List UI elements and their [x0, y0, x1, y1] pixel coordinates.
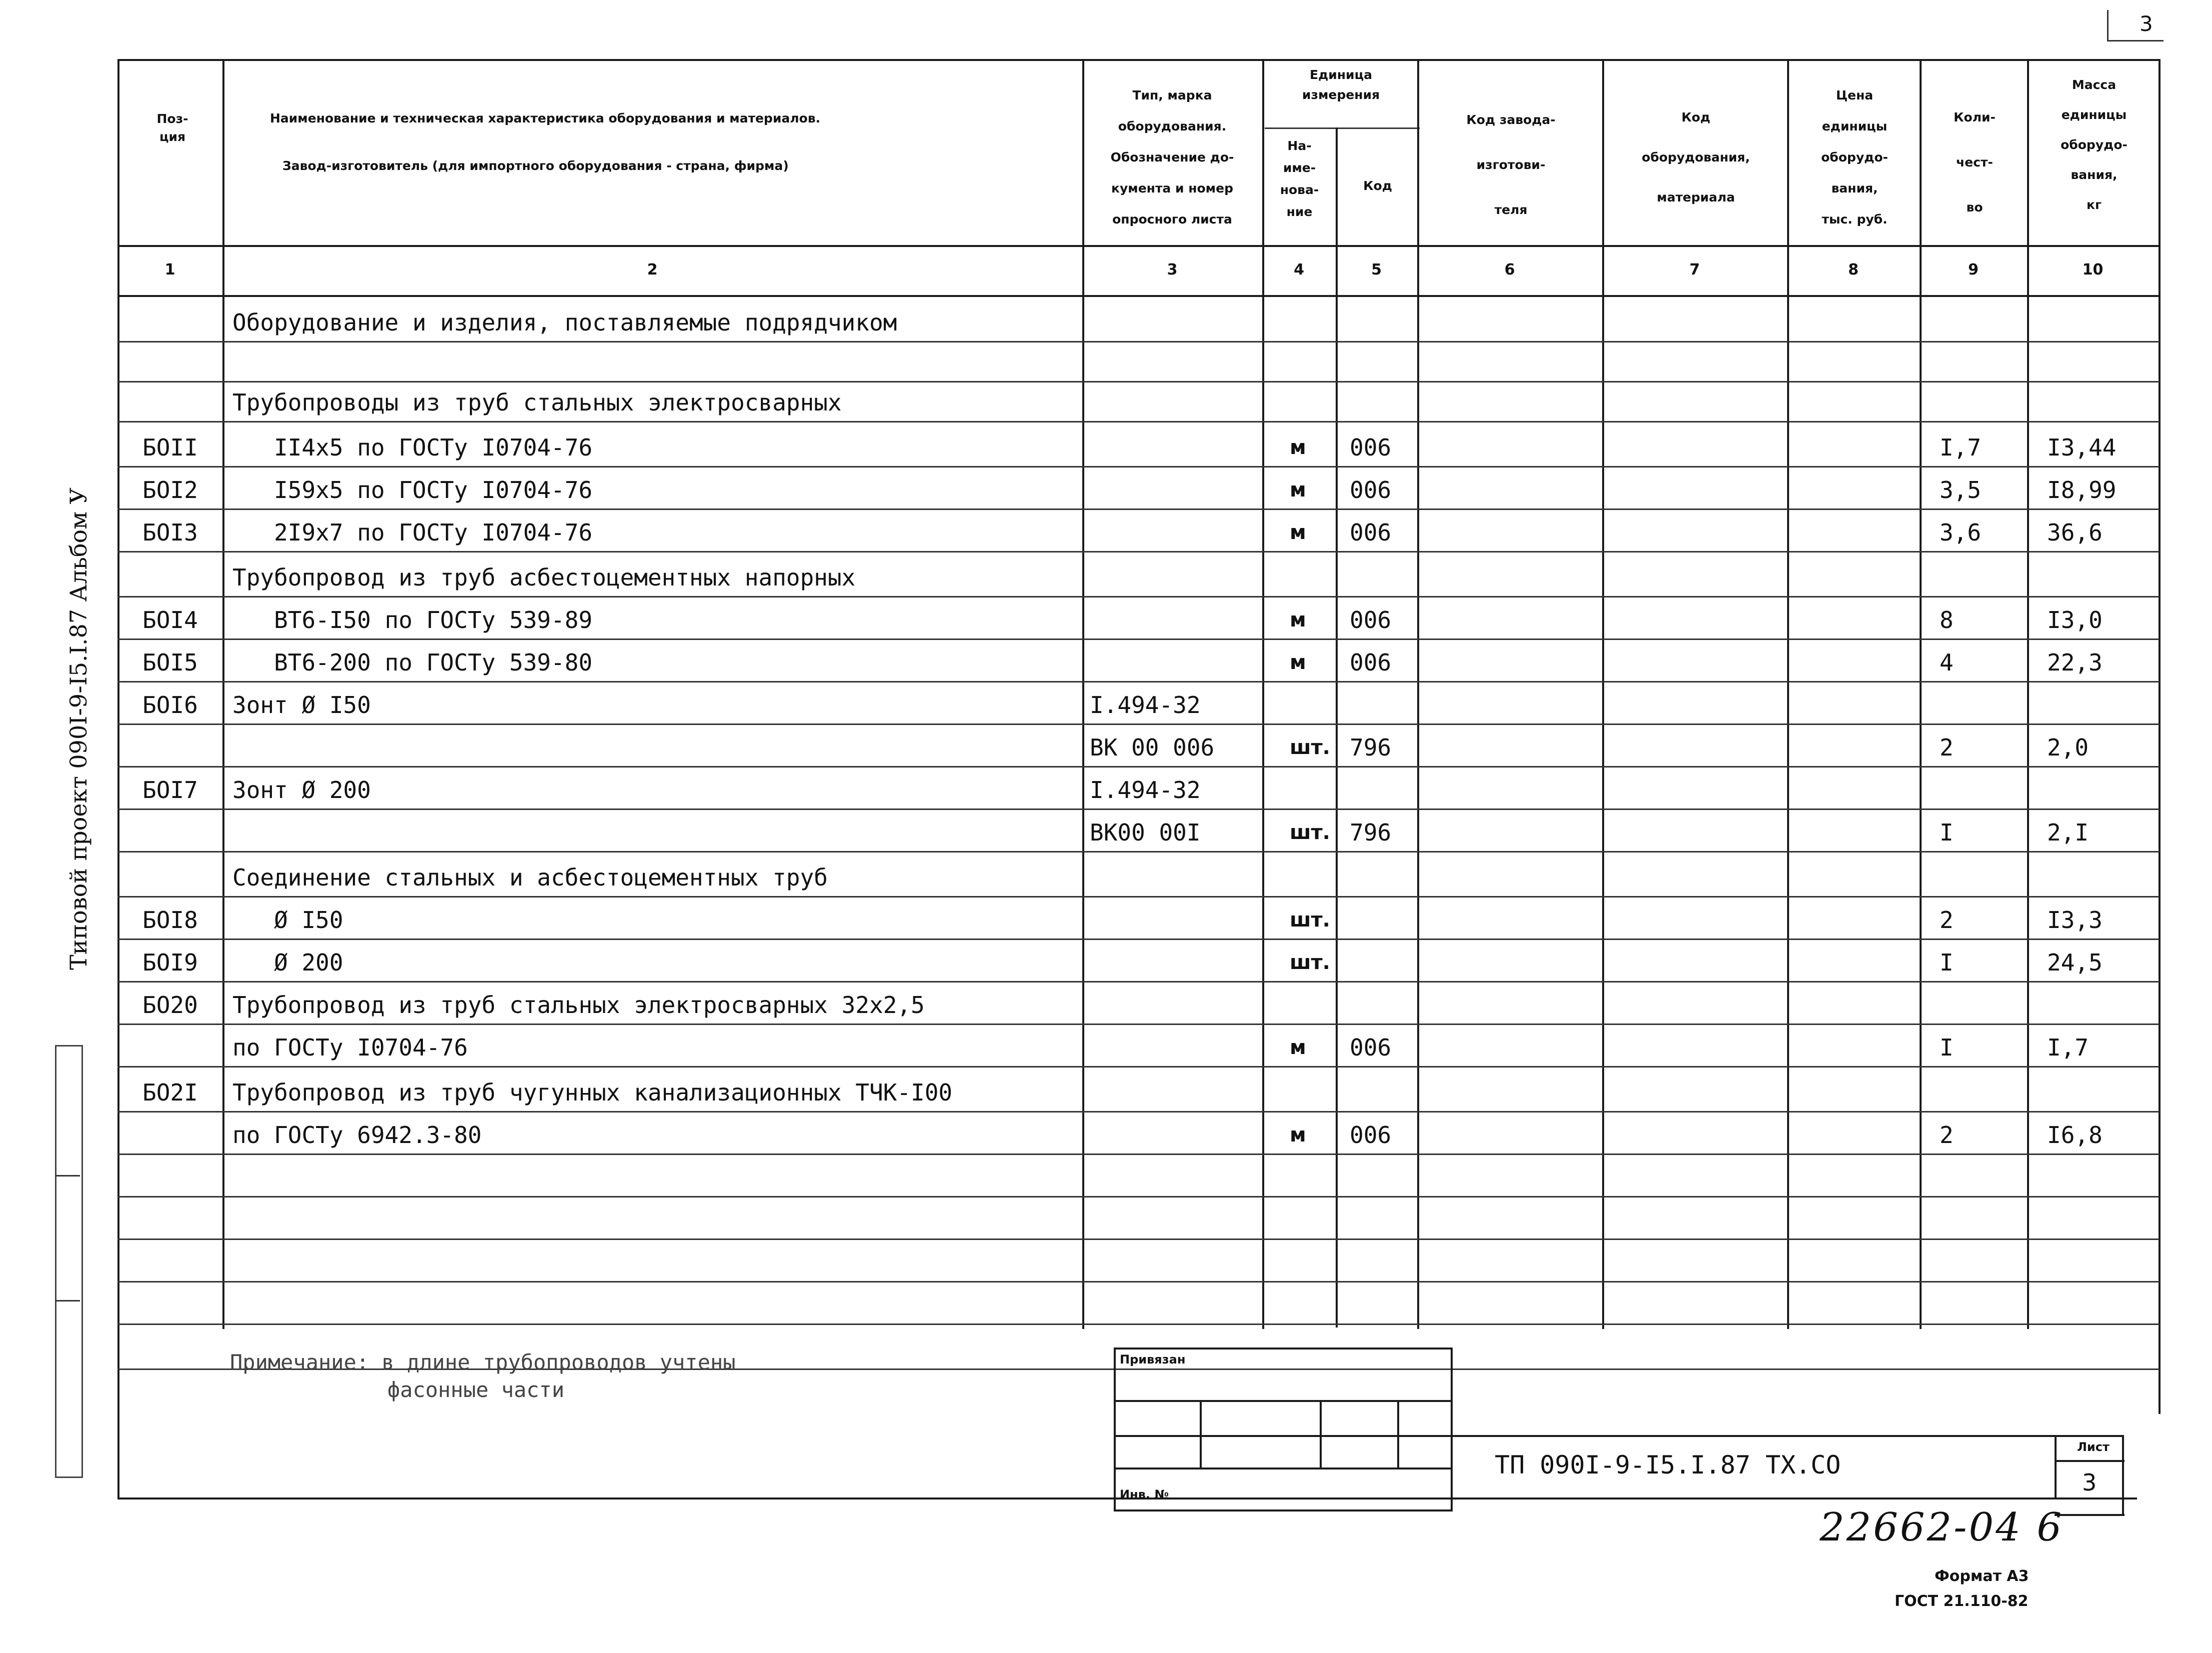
- cell-name: Зонт Ø 200: [232, 776, 371, 804]
- cell-unit: м: [1290, 651, 1306, 674]
- note-line1: Примечание: в длине трубопроводов учтены: [230, 1350, 736, 1374]
- cell-type: ВК00 00I: [1090, 819, 1201, 846]
- title-h1: [2055, 1460, 2125, 1462]
- cell-quantity: I,7: [1940, 434, 1982, 461]
- row-line: [117, 1281, 2160, 1282]
- col9-head-line: Коли-: [1954, 110, 1996, 124]
- cell-name: Трубопровод из труб асбестоцементных напорных: [232, 564, 856, 591]
- row-line: [117, 1196, 2160, 1198]
- cell-code: 006: [1350, 606, 1392, 634]
- row-line: [117, 681, 2160, 682]
- cell-name: Трубопроводы из труб стальных электросварных: [232, 389, 842, 416]
- cell-mass: 2,0: [2047, 734, 2089, 761]
- colnum-divider: [117, 295, 2160, 297]
- row-line: [117, 938, 2160, 940]
- cell-type: I.494-32: [1090, 776, 1201, 804]
- corner-sheet-box: [2107, 10, 2164, 42]
- cell-name: Оборудование и изделия, поставляемые подрядчиком: [232, 309, 897, 336]
- cell-unit: м: [1290, 608, 1306, 632]
- cell-position: БОI2: [142, 476, 198, 504]
- attached-div1: [1114, 1400, 1451, 1402]
- row-line: [117, 1066, 2160, 1068]
- cell-code: 006: [1350, 519, 1392, 546]
- cell-position: БОI6: [142, 692, 198, 718]
- cell-name: ВТ6-I50 по ГОСТу 539-89: [232, 606, 593, 634]
- title-h2: [2055, 1514, 2125, 1516]
- row-line: [117, 808, 2160, 810]
- col-line-9: [2027, 59, 2029, 1329]
- cell-code: 006: [1350, 649, 1392, 676]
- cell-mass: I3,44: [2047, 434, 2117, 461]
- col-line-8: [1920, 59, 1922, 1329]
- cell-position: БОI5: [142, 649, 198, 676]
- cell-mass: I3,0: [2047, 606, 2103, 634]
- col8-head-line: оборудо-: [1821, 150, 1888, 164]
- column-number: 10: [2082, 261, 2104, 278]
- header-col2-line2: Завод-изготовитель (для импортного оборудования - страна, фирма): [282, 158, 789, 173]
- col3-head-line: Обозначение до-: [1110, 150, 1234, 164]
- col9-head-line: чест-: [1956, 155, 1993, 170]
- cell-name: I59x5 по ГОСТу I0704-76: [232, 476, 593, 504]
- attached-block: [1114, 1348, 1453, 1512]
- col6-head-line: Код завода-: [1466, 112, 1556, 127]
- cell-code: 006: [1350, 1034, 1392, 1061]
- cell-unit: шт.: [1290, 908, 1330, 932]
- cell-unit: шт.: [1290, 736, 1330, 759]
- row-line: [117, 1238, 2160, 1240]
- corner-mark: 3: [2140, 12, 2153, 36]
- title-v1: [2055, 1435, 2057, 1499]
- col10-head-line: вания,: [2071, 168, 2118, 182]
- cell-name: Трубопровод из труб чугунных канализационных ТЧК-I00: [232, 1079, 953, 1106]
- col7-head-line: материала: [1657, 190, 1735, 204]
- cell-quantity: 3,6: [1940, 519, 1982, 546]
- cell-mass: I3,3: [2047, 906, 2103, 934]
- cell-name: ВТ6-200 по ГОСТу 539-80: [232, 649, 593, 676]
- cell-name: по ГОСТу 6942.3-80: [232, 1122, 482, 1148]
- left-stamp-strip: [55, 1045, 83, 1478]
- col9-head-line: во: [1966, 200, 1983, 214]
- col-line-3: [1262, 59, 1264, 1329]
- title-v2: [2122, 1435, 2124, 1515]
- col-line-1: [222, 59, 224, 1329]
- col-line-5: [1417, 59, 1419, 1329]
- col-line-4: [1336, 128, 1338, 1328]
- row-line: [117, 508, 2160, 510]
- header-col5: Код: [1363, 178, 1392, 193]
- cell-unit: м: [1290, 1036, 1306, 1059]
- cell-quantity: I: [1940, 819, 1954, 846]
- column-number: 2: [647, 261, 658, 278]
- cell-code: 006: [1350, 1122, 1392, 1148]
- col8-head-line: единицы: [1822, 119, 1888, 134]
- cell-quantity: 3,5: [1940, 476, 1982, 504]
- col4-head-line: нова-: [1280, 182, 1319, 197]
- col3-head-line: Тип, марка: [1132, 88, 1212, 102]
- column-number: 4: [1294, 261, 1304, 278]
- cell-mass: 22,3: [2047, 649, 2103, 676]
- cell-quantity: 8: [1940, 606, 1954, 634]
- cell-unit: м: [1290, 478, 1306, 502]
- cell-type: ВК 00 006: [1090, 734, 1215, 761]
- column-number: 7: [1689, 261, 1700, 278]
- cell-code: 006: [1350, 434, 1392, 461]
- frame-right: [2159, 59, 2161, 1414]
- format-label: Формат А3: [1935, 1568, 2029, 1585]
- attached-v1: [1200, 1400, 1202, 1468]
- unit-subdivider: [1265, 128, 1420, 129]
- header-col1: Поз- ция: [156, 112, 188, 144]
- cell-position: БОI9: [142, 949, 198, 976]
- cell-name: Ø I50: [232, 906, 343, 934]
- cell-mass: 36,6: [2047, 519, 2103, 546]
- cell-quantity: I: [1940, 949, 1954, 976]
- left-stamp-div2: [55, 1300, 80, 1302]
- left-stamp-div1: [55, 1175, 80, 1176]
- cell-quantity: I: [1940, 1034, 1954, 1061]
- column-number: 5: [1371, 261, 1382, 278]
- cell-quantity: 4: [1940, 649, 1954, 676]
- col8-head-line: тыс. руб.: [1822, 212, 1888, 226]
- row-line: [117, 1324, 2160, 1325]
- cell-position: БОI4: [142, 606, 198, 634]
- cell-position: БОI7: [142, 776, 198, 804]
- header-col45-title: Единица измерения: [1302, 68, 1380, 102]
- col7-head-line: оборудования,: [1642, 150, 1750, 164]
- cell-name: по ГОСТу I0704-76: [232, 1034, 468, 1061]
- col3-head-line: кумента и номер: [1111, 181, 1233, 196]
- col4-head-line: име-: [1283, 160, 1316, 175]
- inv-label: Инв. №: [1120, 1488, 1169, 1502]
- cell-type: I.494-32: [1090, 692, 1201, 718]
- attached-v2: [1320, 1400, 1322, 1468]
- attached-div3: [1114, 1468, 1451, 1470]
- col4-head-line: На-: [1287, 138, 1312, 153]
- col10-head-line: единицы: [2061, 108, 2127, 122]
- side-album-title: Типовой проект 090I-9-I5.I.87 Альбом У: [65, 488, 92, 970]
- col10-head-line: Масса: [2072, 78, 2117, 92]
- row-line: [117, 1154, 2160, 1155]
- row-line: [117, 1111, 2160, 1112]
- col10-head-line: оборудо-: [2061, 138, 2128, 152]
- row-line: [117, 724, 2160, 725]
- cell-quantity: 2: [1940, 1122, 1954, 1148]
- col8-head-line: Цена: [1836, 88, 1874, 102]
- col3-head-line: опросного листа: [1112, 212, 1232, 226]
- row-line: [117, 766, 2160, 768]
- cell-position: БОII: [142, 434, 198, 461]
- col6-head-line: изготови-: [1476, 158, 1546, 172]
- header-divider: [117, 245, 2160, 247]
- cell-code: 796: [1350, 734, 1392, 761]
- row-line: [117, 421, 2160, 422]
- row-line: [117, 981, 2160, 982]
- header-col2-line1: Наименование и техническая характеристика оборудования и материалов.: [270, 111, 821, 126]
- attached-label: Привязан: [1120, 1352, 1186, 1366]
- cell-mass: I6,8: [2047, 1122, 2103, 1148]
- note-line2: фасонные части: [387, 1378, 565, 1402]
- row-line: [117, 638, 2160, 640]
- cell-mass: I,7: [2047, 1034, 2089, 1061]
- cell-name: Трубопровод из труб стальных электросварных 32x2,5: [232, 992, 925, 1018]
- cell-position: БОI8: [142, 906, 198, 934]
- column-number: 9: [1968, 261, 1979, 278]
- document-code: ТП 090I-9-I5.I.87 ТХ.СО: [1495, 1450, 1841, 1480]
- gost-label: ГОСТ 21.110-82: [1895, 1592, 2029, 1610]
- col-line-6: [1602, 59, 1604, 1329]
- cell-name: Ø 200: [232, 949, 343, 976]
- frame-top: [117, 59, 2160, 61]
- cell-mass: I8,99: [2047, 476, 2117, 504]
- column-number: 3: [1167, 261, 1178, 278]
- cell-quantity: 2: [1940, 734, 1954, 761]
- cell-code: 006: [1350, 476, 1392, 504]
- cell-position: БО20: [142, 992, 198, 1018]
- cell-unit: шт.: [1290, 951, 1330, 974]
- cell-name: Зонт Ø I50: [232, 692, 371, 718]
- column-number: 8: [1848, 261, 1859, 278]
- sheet-label: Лист: [2077, 1440, 2110, 1454]
- col4-head-line: ние: [1286, 204, 1313, 219]
- cell-mass: 2,I: [2047, 819, 2089, 846]
- handwritten-archive-number: 22662-04 6: [1820, 1505, 2064, 1550]
- col8-head-line: вания,: [1831, 181, 1878, 196]
- col3-head-line: оборудования.: [1118, 119, 1227, 134]
- cell-code: 796: [1350, 819, 1392, 846]
- cell-unit: м: [1290, 1124, 1306, 1146]
- cell-quantity: 2: [1940, 906, 1954, 934]
- cell-unit: м: [1290, 436, 1306, 459]
- col7-head-line: Код: [1681, 110, 1711, 124]
- col-line-2: [1082, 59, 1084, 1329]
- column-number: 1: [164, 261, 175, 278]
- col10-head-line: кг: [2086, 198, 2102, 212]
- col-line-7: [1787, 59, 1789, 1329]
- cell-unit: шт.: [1290, 821, 1330, 844]
- attached-v3: [1397, 1400, 1399, 1468]
- row-line: [117, 851, 2160, 852]
- cell-name: 2I9x7 по ГОСТу I0704-76: [232, 519, 593, 546]
- cell-mass: 24,5: [2047, 949, 2103, 976]
- row-line: [117, 1024, 2160, 1025]
- cell-name: Соединение стальных и асбестоцементных труб: [232, 864, 828, 891]
- row-line: [117, 896, 2160, 898]
- row-line: [117, 466, 2160, 468]
- row-line: [117, 381, 2160, 382]
- cell-unit: м: [1290, 521, 1306, 544]
- sheet-number: 3: [2082, 1469, 2097, 1496]
- cell-position: БОI3: [142, 519, 198, 546]
- cell-name: II4x5 по ГОСТу I0704-76: [232, 434, 593, 461]
- col6-head-line: теля: [1494, 202, 1528, 217]
- cell-position: БО2I: [142, 1079, 198, 1106]
- row-line: [117, 596, 2160, 598]
- row-line: [117, 341, 2160, 342]
- row-line: [117, 551, 2160, 552]
- attached-div2: [1114, 1435, 1451, 1437]
- column-number: 6: [1504, 261, 1515, 278]
